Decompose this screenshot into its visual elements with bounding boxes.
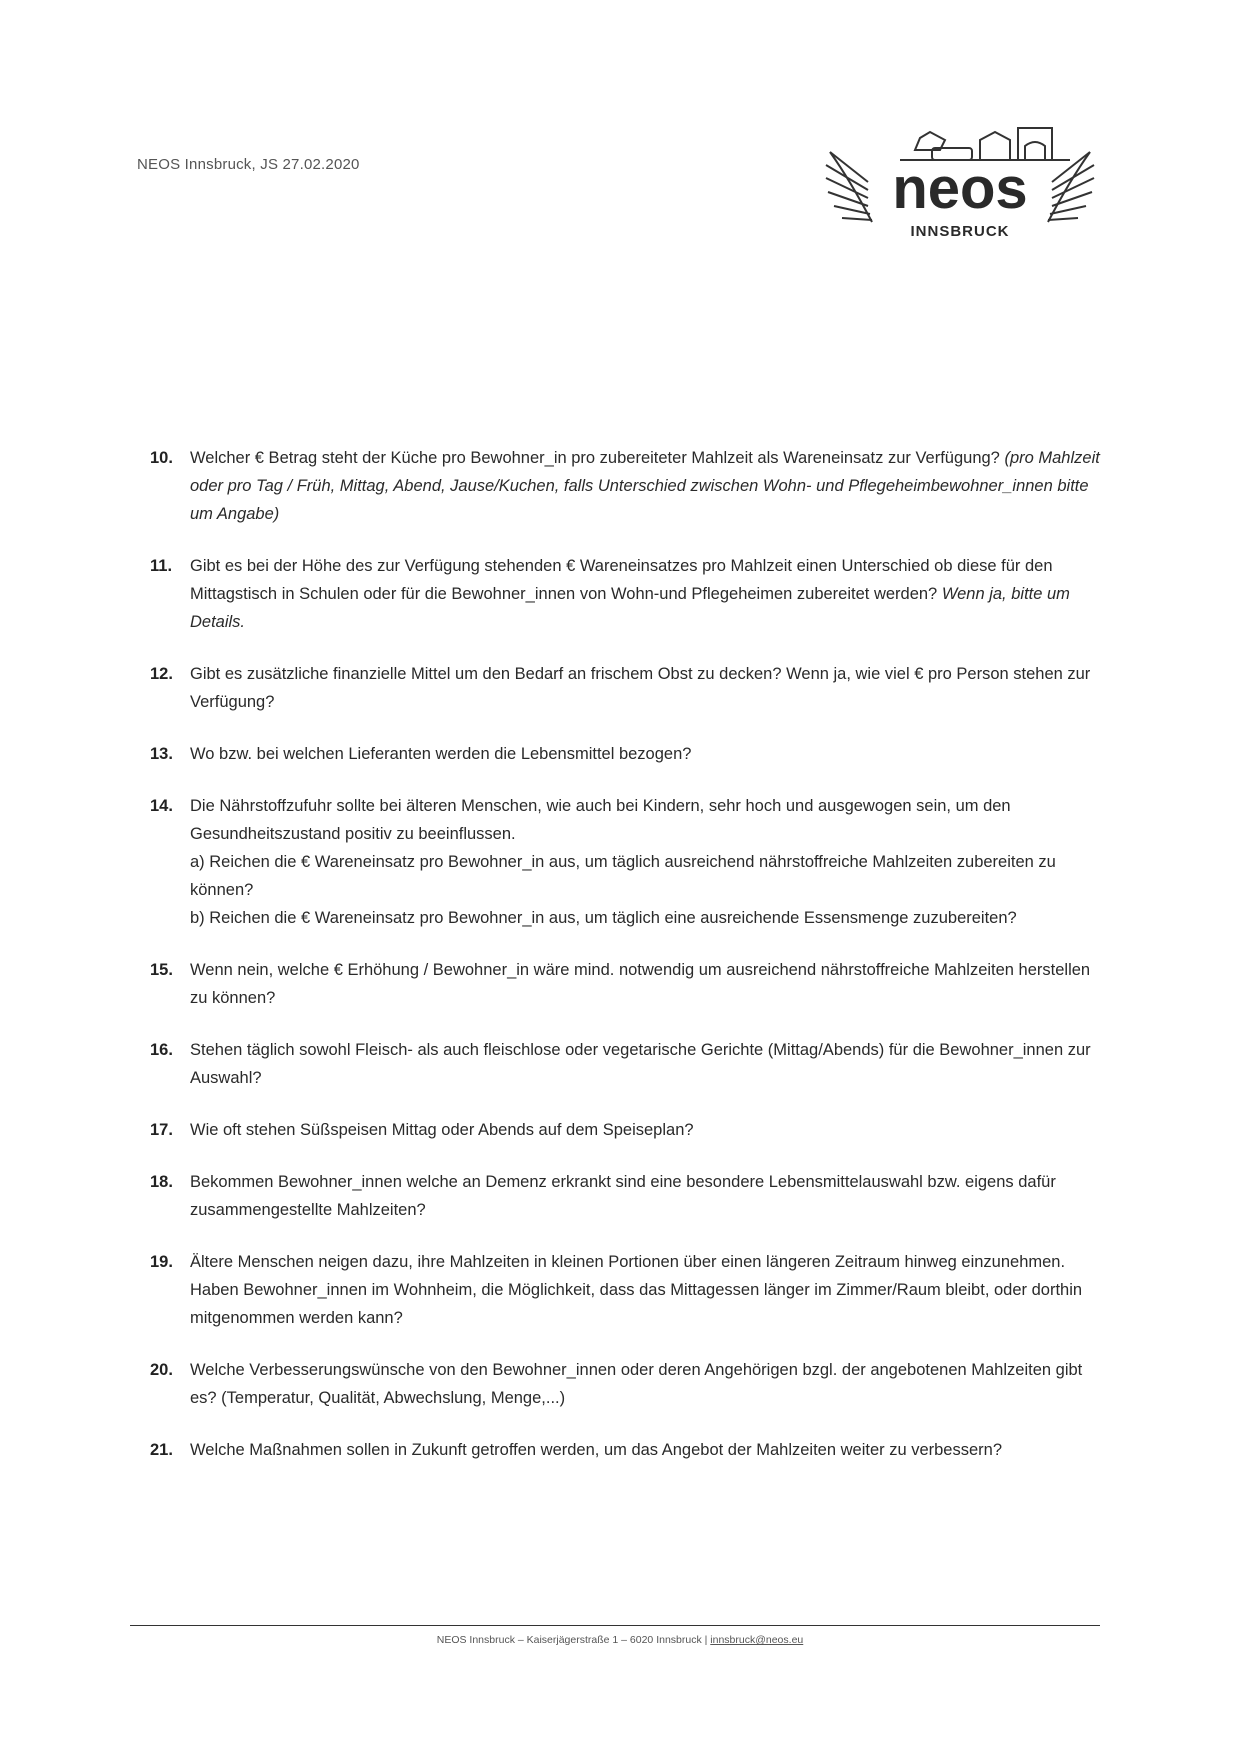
question-number: 21. bbox=[150, 1441, 173, 1459]
question-item bbox=[150, 1036, 1110, 1092]
question-text: Gibt es zusätzliche finanzielle Mittel um den Bedarf an frischem Obst zu decken? Wenn ja, wie viel € pro Person stehen zur Verfügung? bbox=[190, 665, 1091, 711]
question-number: 12. bbox=[150, 665, 173, 683]
neos-innsbruck-logo bbox=[820, 110, 1100, 245]
logo-wordmark: neos bbox=[892, 156, 1028, 221]
question-number: 15. bbox=[150, 961, 173, 979]
question-text: Ältere Menschen neigen dazu, ihre Mahlzeiten in kleinen Portionen über einen längeren Zeitraum hinweg einzunehmen. Haben Bewohner_innen im Wohnheim, die Möglichkeit, dass das Mittagessen länger im Zimmer/Raum bleibt, oder dorthin mitgenommen werden kann? bbox=[190, 1253, 1083, 1327]
question-item bbox=[150, 660, 1110, 716]
question-sub-b: b) Reichen die € Wareneinsatz pro Bewohner_in aus, um täglich eine ausreichende Essensmenge zuzubereiten? bbox=[190, 909, 1017, 927]
question-item bbox=[150, 792, 1110, 932]
question-item bbox=[150, 1168, 1110, 1224]
question-item bbox=[150, 956, 1110, 1012]
question-number: 13. bbox=[150, 745, 173, 763]
question-text: Gibt es bei der Höhe des zur Verfügung stehenden € Wareneinsatzes pro Mahlzeit einen Unterschied ob diese für den Mittagstisch in Schulen oder für die Bewohner_innen von Wohn-und Pflegeheimen zubereitet werden? bbox=[190, 557, 1053, 603]
question-item bbox=[150, 1356, 1110, 1412]
question-text: Stehen täglich sowohl Fleisch- als auch fleischlose oder vegetarische Gerichte (Mittag/Abends) für die Bewohner_innen zur Auswahl? bbox=[190, 1041, 1091, 1087]
logo-city: INNSBRUCK bbox=[910, 223, 1010, 240]
question-item bbox=[150, 1436, 1110, 1464]
question-list bbox=[150, 444, 1110, 1488]
question-item bbox=[150, 444, 1110, 528]
question-text: Die Nährstoffzufuhr sollte bei älteren Menschen, wie auch bei Kindern, sehr hoch und ausgewogen sein, um den Gesundheitszustand positiv zu beeinflussen. bbox=[190, 797, 1011, 843]
footer-email-link[interactable]: innsbruck@neos.eu bbox=[710, 1634, 804, 1646]
question-note: (pro Mahlzeit oder pro Tag / Früh, Mittag, Abend, Jause/Kuchen, falls Unterschied zwischen Wohn- und Pflegeheimbewohner_innen bitte um Angabe) bbox=[190, 449, 1100, 523]
document-header: NEOS Innsbruck, JS 27.02.2020 bbox=[137, 156, 360, 173]
question-item bbox=[150, 1248, 1110, 1332]
question-number: 14. bbox=[150, 797, 173, 815]
question-item bbox=[150, 740, 1110, 768]
left-wing-icon bbox=[826, 152, 872, 222]
question-item bbox=[150, 552, 1110, 636]
footer-address: NEOS Innsbruck – Kaiserjägerstraße 1 – 6020 Innsbruck | bbox=[436, 1634, 711, 1646]
question-text: Bekommen Bewohner_innen welche an Demenz erkrankt sind eine besondere Lebensmittelauswahl bzw. eigens dafür zusammengestellte Mahlzeiten? bbox=[190, 1173, 1056, 1219]
question-text: Welche Maßnahmen sollen in Zukunft getroffen werden, um das Angebot der Mahlzeiten weiter zu verbessern? bbox=[190, 1441, 1003, 1459]
question-text: Wo bzw. bei welchen Lieferanten werden die Lebensmittel bezogen? bbox=[190, 745, 692, 763]
footer-divider bbox=[130, 1625, 1100, 1626]
question-number: 19. bbox=[150, 1253, 173, 1271]
question-text: Welcher € Betrag steht der Küche pro Bewohner_in pro zubereiteter Mahlzeit als Wareneinsatz zur Verfügung? bbox=[190, 449, 1005, 467]
footer bbox=[0, 1634, 1240, 1646]
question-number: 16. bbox=[150, 1041, 173, 1059]
question-text: Welche Verbesserungswünsche von den Bewohner_innen oder deren Angehörigen bzgl. der angebotenen Mahlzeiten gibt es? (Temperatur, Qualität, Abwechslung, Menge,...) bbox=[190, 1361, 1083, 1407]
question-number: 18. bbox=[150, 1173, 173, 1191]
question-item bbox=[150, 1116, 1110, 1144]
question-text: Wenn nein, welche € Erhöhung / Bewohner_in wäre mind. notwendig um ausreichend nährstoffreiche Mahlzeiten herstellen zu können? bbox=[190, 961, 1091, 1007]
question-note: Wenn ja, bitte um Details. bbox=[190, 585, 1070, 631]
question-number: 17. bbox=[150, 1121, 173, 1139]
question-number: 20. bbox=[150, 1361, 173, 1379]
question-number: 11. bbox=[150, 557, 173, 575]
question-number: 10. bbox=[150, 449, 173, 467]
question-text: Wie oft stehen Süßspeisen Mittag oder Abends auf dem Speiseplan? bbox=[190, 1121, 694, 1139]
right-wing-icon bbox=[1048, 152, 1094, 222]
question-sub-a: a) Reichen die € Wareneinsatz pro Bewohner_in aus, um täglich ausreichend nährstoffreiche Mahlzeiten zubereiten zu können? bbox=[190, 853, 1056, 899]
